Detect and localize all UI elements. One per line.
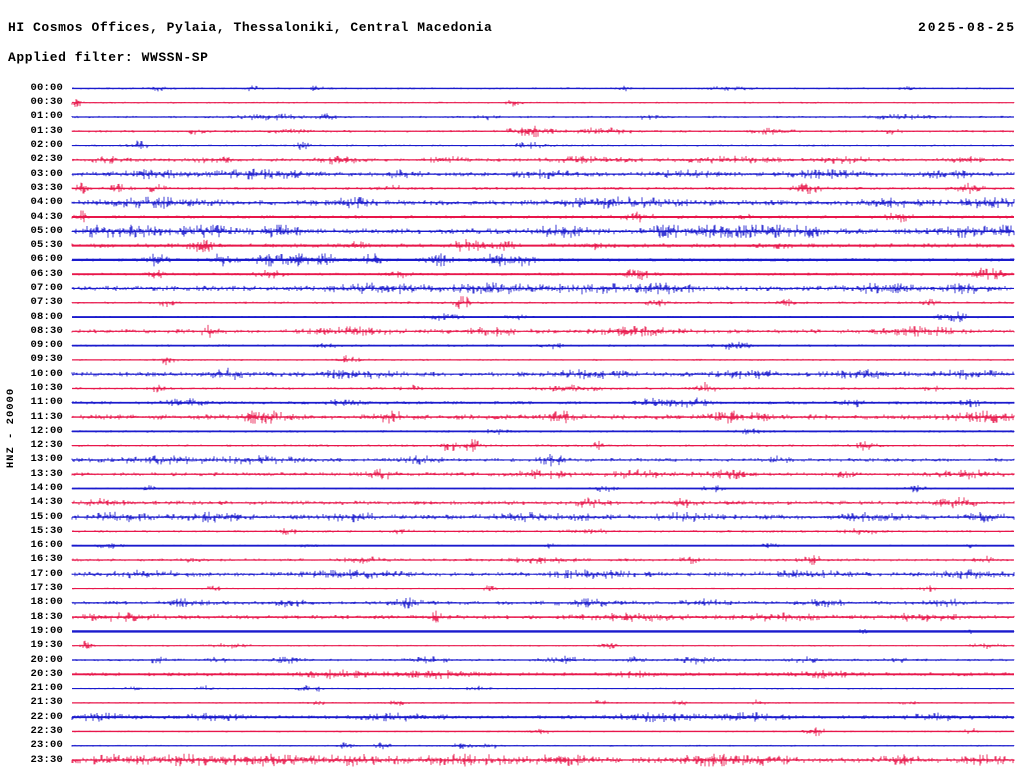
trace-waveform-06:00: [72, 253, 1014, 266]
time-label-20:00: 20:00: [30, 653, 63, 666]
time-label-12:30: 12:30: [30, 439, 63, 452]
time-label-21:30: 21:30: [30, 696, 63, 709]
time-label-01:00: 01:00: [30, 110, 63, 123]
trace-waveform-19:30: [73, 641, 1014, 649]
time-label-19:30: 19:30: [30, 639, 63, 652]
time-label-05:30: 05:30: [30, 239, 63, 252]
page-title: HI Cosmos Offices, Pylaia, Thessaloniki, Central Macedonia: [8, 20, 493, 35]
time-label-10:00: 10:00: [30, 367, 63, 380]
time-label-16:00: 16:00: [30, 539, 63, 552]
time-label-19:00: 19:00: [30, 624, 63, 637]
trace-waveform-15:00: [72, 512, 1014, 523]
time-label-22:30: 22:30: [30, 724, 63, 737]
time-label-06:00: 06:00: [30, 253, 63, 266]
time-label-11:30: 11:30: [30, 410, 63, 423]
trace-waveform-10:00: [72, 368, 1014, 380]
time-label-12:00: 12:00: [30, 424, 63, 437]
trace-waveform-09:00: [72, 342, 1012, 350]
time-label-07:30: 07:30: [30, 296, 63, 309]
time-label-10:30: 10:30: [30, 381, 63, 394]
applied-filter-label: Applied filter: WWSSN-SP: [8, 50, 209, 65]
time-label-13:00: 13:00: [30, 453, 63, 466]
time-label-04:00: 04:00: [30, 196, 63, 209]
time-label-03:30: 03:30: [30, 181, 63, 194]
time-label-21:00: 21:00: [30, 682, 63, 695]
date-label: 2025-08-25: [917, 20, 1016, 35]
time-label-23:00: 23:00: [30, 739, 63, 752]
time-label-18:00: 18:00: [30, 596, 63, 609]
trace-waveform-05:30: [72, 239, 1014, 252]
trace-waveform-11:30: [72, 411, 1014, 424]
time-label-15:00: 15:00: [30, 510, 63, 523]
time-label-09:30: 09:30: [30, 353, 63, 366]
time-label-07:00: 07:00: [30, 281, 63, 294]
time-label-02:30: 02:30: [30, 153, 63, 166]
time-label-14:30: 14:30: [30, 496, 63, 509]
time-label-14:00: 14:00: [30, 482, 63, 495]
time-label-09:00: 09:00: [30, 339, 63, 352]
time-label-23:30: 23:30: [30, 753, 63, 766]
trace-waveform-10:30: [73, 382, 1014, 392]
time-label-18:30: 18:30: [30, 610, 63, 623]
time-label-00:00: 00:00: [30, 81, 63, 94]
time-label-06:30: 06:30: [30, 267, 63, 280]
channel-scale-label: HNZ - 20000: [5, 387, 17, 469]
trace-waveform-08:30: [72, 325, 1014, 338]
trace-waveform-05:00: [72, 225, 1014, 238]
trace-waveform-03:00: [72, 169, 1014, 180]
time-label-16:30: 16:30: [30, 553, 63, 566]
time-label-17:00: 17:00: [30, 567, 63, 580]
time-label-17:30: 17:30: [30, 582, 63, 595]
time-label-11:00: 11:00: [30, 396, 63, 409]
time-label-00:30: 00:30: [30, 96, 63, 109]
time-label-03:00: 03:00: [30, 167, 63, 180]
time-label-02:00: 02:00: [30, 139, 63, 152]
time-label-20:30: 20:30: [30, 667, 63, 680]
time-label-01:30: 01:30: [30, 124, 63, 137]
time-label-05:00: 05:00: [30, 224, 63, 237]
trace-waveform-20:30: [73, 669, 1013, 679]
trace-waveform-04:00: [72, 196, 1014, 208]
time-label-15:30: 15:30: [30, 524, 63, 537]
trace-waveform-18:00: [72, 597, 1014, 608]
time-label-04:30: 04:30: [30, 210, 63, 223]
time-label-08:30: 08:30: [30, 324, 63, 337]
time-label-13:30: 13:30: [30, 467, 63, 480]
time-label-22:00: 22:00: [30, 710, 63, 723]
time-label-08:00: 08:00: [30, 310, 63, 323]
